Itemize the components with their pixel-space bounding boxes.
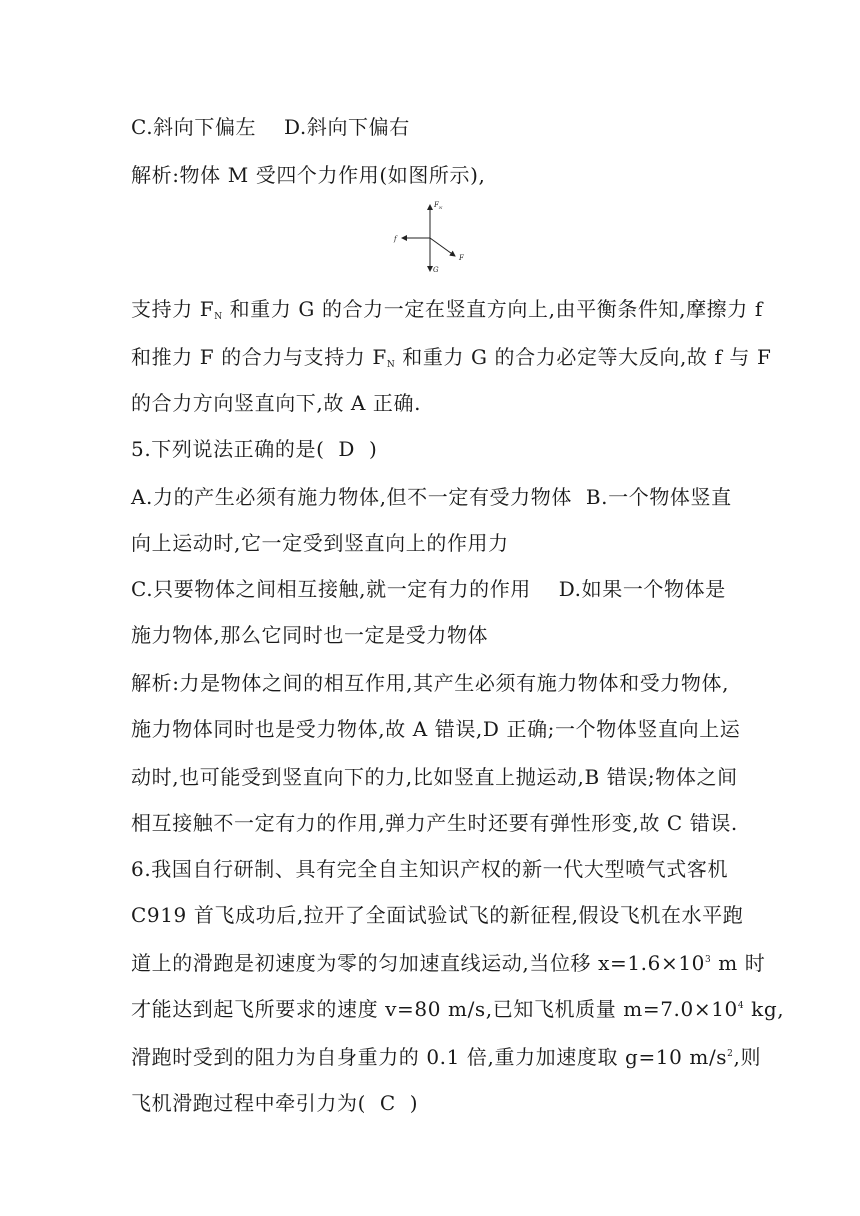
f-label: f: [394, 235, 397, 243]
question-6-line-5: 滑跑时受到的阻力为自身重力的 0.1 倍,重力加速度取 g=10 $m/s^2$,则: [131, 1045, 762, 1069]
question-5-option-b-cont: 向上运动时,它一定受到竖直向上的作用力: [131, 531, 509, 555]
question-6-line-4: 才能达到起飞所要求的速度 v=80 m/s,已知飞机质量 $m=7.0\times 10^4$ kg,: [131, 997, 785, 1021]
question-5-analysis-3: 动时,也可能受到竖直向下的力,比如竖直上抛运动,B 错误;物体之间: [131, 765, 738, 789]
g-label: G: [433, 266, 439, 274]
question-5-stem: 5.下列说法正确的是( D ): [131, 437, 378, 461]
question-5-analysis-1: 解析:力是物体之间的相互作用,其产生必须有施力物体和受力物体,: [131, 671, 730, 695]
fn-label: $F_N$: [434, 201, 443, 210]
F-label: F: [459, 254, 464, 262]
question-6-line-6: 飞机滑跑过程中牵引力为( C ): [131, 1091, 419, 1115]
question-5-analysis-4: 相互接触不一定有力的作用,弹力产生时还要有弹性形变,故 C 错误.: [131, 811, 738, 835]
option-c-d-line: C.斜向下偏左 D.斜向下偏右: [131, 115, 410, 139]
push-force-arrow: [430, 238, 455, 256]
question-5-analysis-2: 施力物体同时也是受力物体,故 A 错误,D 正确;一个物体竖直向上运: [131, 717, 741, 741]
question-6-line-3: 道上的滑跑是初速度为零的匀加速直线运动,当位移 $x=1.6\times 10^3$ m 时: [131, 951, 766, 975]
question-6-line-2: C919 首飞成功后,拉开了全面试验试飞的新征程,假设飞机在水平跑: [131, 903, 744, 927]
question-5-option-d-cont: 施力物体,那么它同时也一定是受力物体: [131, 623, 489, 647]
force-diagram: [386, 198, 476, 278]
analysis-line-3: 的合力方向竖直向下,故 A 正确.: [131, 391, 422, 415]
analysis-intro-line: 解析:物体 M 受四个力作用(如图所示),: [131, 163, 486, 187]
question-5-option-ab: A.力的产生必须有施力物体,但不一定有受力物体 B.一个物体竖直: [131, 485, 732, 509]
question-5-option-cd: C.只要物体之间相互接触,就一定有力的作用 D.如果一个物体是: [131, 577, 726, 601]
question-6-line-1: 6.我国自行研制、具有完全自主知识产权的新一代大型喷气式客机: [131, 857, 729, 881]
analysis-line-2: 和推力 F 的合力与支持力 $F_N$ 和重力 G 的合力必定等大反向,故 f 与 F: [131, 345, 772, 370]
analysis-line-1: 支持力 $F_N$ 和重力 G 的合力一定在竖直方向上,由平衡条件知,摩擦力 f: [131, 297, 763, 322]
